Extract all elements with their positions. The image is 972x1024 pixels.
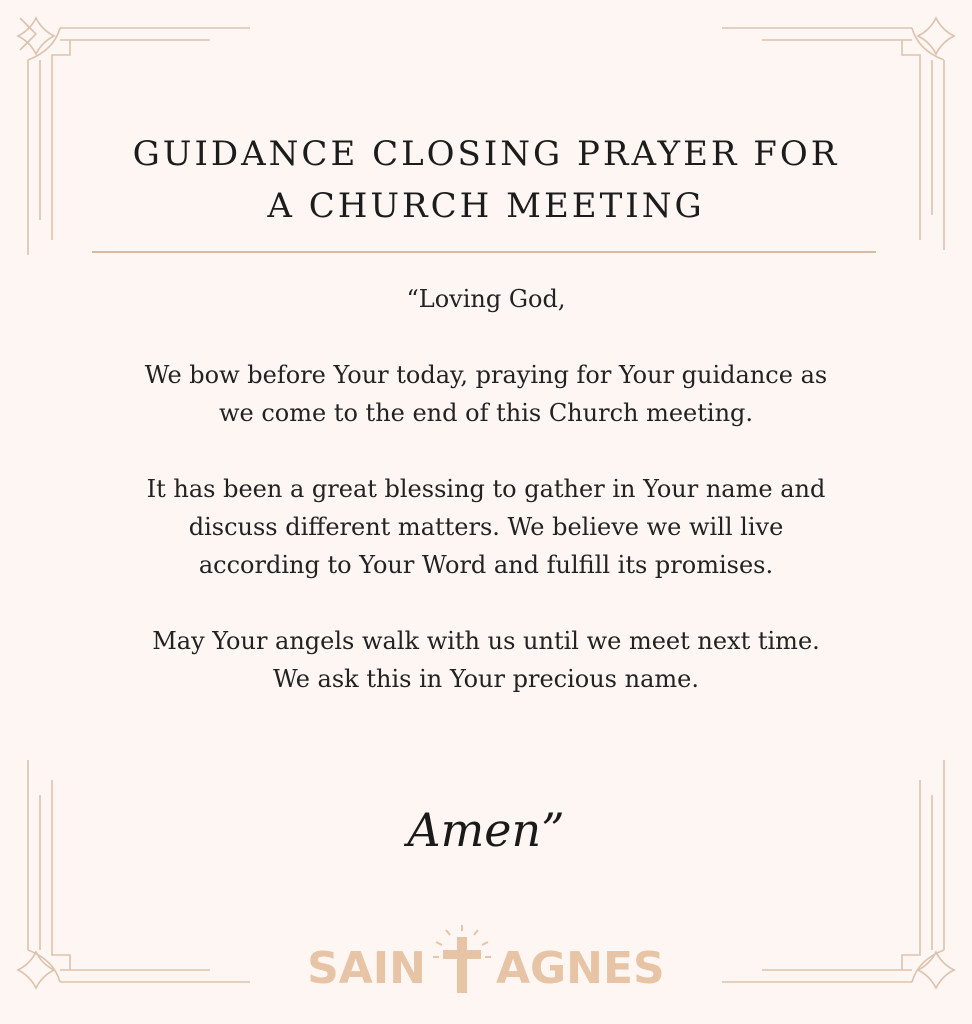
page-title <box>80 128 892 232</box>
paragraph-1-line-1: We bow before Your today, praying for Your guidance as <box>144 361 828 389</box>
paragraph-1-line-2: we come to the end of this Church meeting. <box>218 399 754 427</box>
paragraph-2-line-3: according to Your Word and fulfill its promises. <box>198 551 774 579</box>
paragraph-2-line-2: discuss different matters. We believe we will live <box>188 513 784 541</box>
paragraph-2-line-1: It has been a great blessing to gather in Your name and <box>146 475 826 503</box>
title-line-1: GUIDANCE CLOSING PRAYER FOR <box>132 134 840 174</box>
logo-text-left: SAIN <box>307 943 426 994</box>
prayer-signoff: Amen” <box>407 803 565 857</box>
prayer-greeting <box>60 280 912 318</box>
prayer-paragraph-3 <box>60 622 912 698</box>
saint-agnes-logo[interactable] <box>300 925 672 1005</box>
paragraph-3-line-2: We ask this in Your precious name. <box>273 665 699 693</box>
prayer-body <box>60 280 912 736</box>
prayer-paragraph-2 <box>60 470 912 584</box>
title-divider <box>92 251 876 253</box>
corner-ornament-bottom-right <box>722 760 954 988</box>
title-line-2: A CHURCH MEETING <box>267 186 705 226</box>
greeting-text: “Loving God, <box>406 285 566 313</box>
prayer-paragraph-1 <box>60 356 912 432</box>
corner-ornament-bottom-left <box>18 760 250 988</box>
paragraph-3-line-1: May Your angels walk with us until we meet next time. <box>152 627 820 655</box>
cross-icon <box>433 925 491 993</box>
logo-text-right: AGNES <box>496 943 665 994</box>
